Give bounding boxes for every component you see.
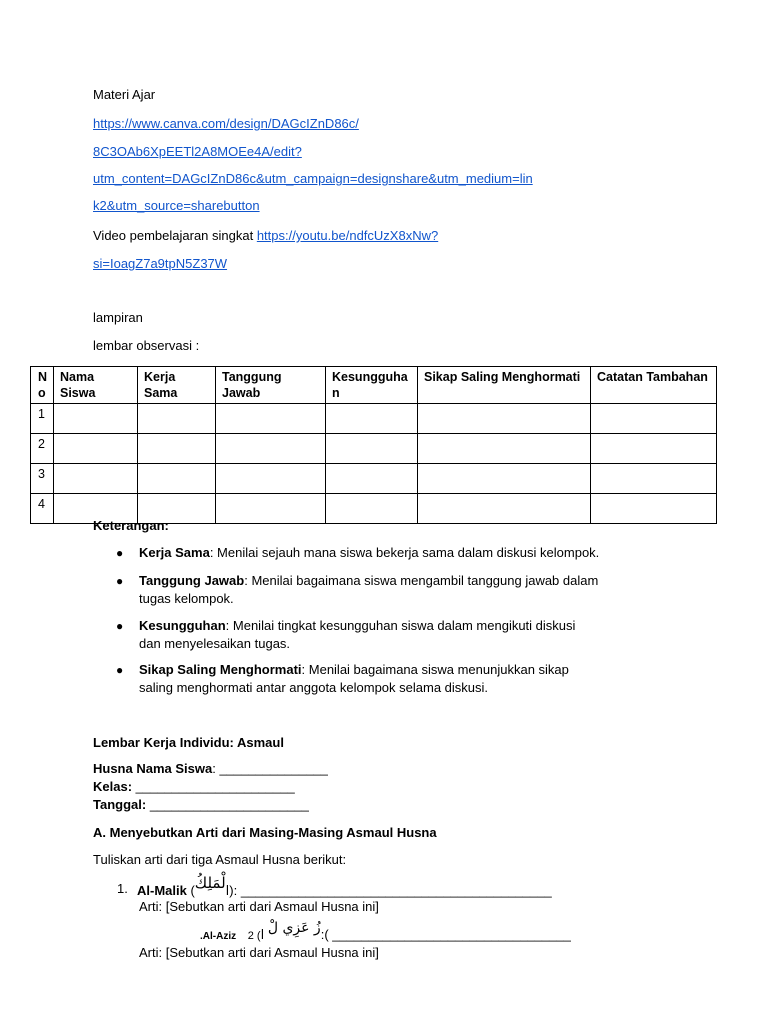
header-kesungguhan: Kesungguha n [326, 367, 418, 404]
table-cell[interactable] [216, 464, 326, 494]
nama-siswa-line: Husna Nama Siswa: _______________ [93, 761, 328, 776]
table-cell[interactable] [418, 464, 591, 494]
youtube-link-line-2[interactable]: si=IoagZ7a9tpN5Z37W [93, 256, 228, 271]
table-cell[interactable] [591, 434, 717, 464]
table-row [31, 434, 717, 464]
table-cell[interactable] [138, 434, 216, 464]
materi-label: Materi Ajar [93, 87, 156, 102]
canva-link-line-4[interactable]: k2&utm_source=sharebutton [93, 198, 260, 213]
lembar-observasi-label: lembar observasi : [93, 338, 200, 353]
worksheet-title: Lembar Kerja Individu: Asmaul [93, 735, 284, 750]
table-header-row [31, 367, 717, 404]
video-label: Video pembelajaran singkat [93, 228, 257, 243]
table-cell[interactable] [54, 464, 138, 494]
section-a-title: A. Menyebutkan Arti dari Masing-Masing Asmaul Husna [93, 825, 437, 840]
table-row [31, 464, 717, 494]
canva-link-line-1[interactable]: https://www.canva.com/design/DAGcIZnD86c/ [93, 116, 359, 131]
item-2-line: $_{.Al-Aziz}$ $_{2 (}$ زُ عَزِي لْ ا:( _________________________________ [200, 920, 571, 942]
video-line [93, 228, 438, 243]
row-number: 1 [31, 404, 54, 434]
keterangan-title: Keterangan: [93, 518, 169, 533]
table-cell[interactable] [216, 434, 326, 464]
header-nama-siswa: Nama Siswa [54, 367, 138, 404]
table-cell[interactable] [326, 464, 418, 494]
header-sikap: Sikap Saling Menghormati [418, 367, 591, 404]
table-cell[interactable] [326, 434, 418, 464]
keterangan-item-kesungguhan: Kesungguhan: Menilai tingkat kesungguhan siswa dalam mengikuti diskusi dan menyelesaikan tugas. [139, 618, 576, 651]
header-no: N o [31, 367, 54, 404]
row-number: 2 [31, 434, 54, 464]
canva-link-line-2[interactable]: 8C3OAb6XpEETl2A8MOEe4A/edit? [93, 144, 302, 159]
table-cell[interactable] [54, 434, 138, 464]
bullet-icon: ● [116, 574, 124, 588]
table-cell[interactable] [591, 464, 717, 494]
instruction-text: Tuliskan arti dari tiga Asmaul Husna berikut: [93, 852, 347, 867]
header-catatan: Catatan Tambahan [591, 367, 717, 404]
table-cell[interactable] [138, 464, 216, 494]
table-cell[interactable] [591, 494, 717, 524]
row-number: 4 [31, 494, 54, 524]
table-cell[interactable] [326, 494, 418, 524]
bullet-icon: ● [116, 546, 124, 560]
header-tanggung-jawab: Tanggung Jawab [216, 367, 326, 404]
keterangan-item-kerja-sama: Kerja Sama: Menilai sejauh mana siswa bekerja sama dalam diskusi kelompok. [139, 545, 600, 560]
table-cell[interactable] [591, 404, 717, 434]
table-cell[interactable] [326, 404, 418, 434]
item-1-number: 1. [117, 881, 128, 896]
bullet-icon: ● [116, 619, 124, 633]
arti-line-1: Arti: [Sebutkan arti dari Asmaul Husna ini] [139, 899, 379, 914]
keterangan-item-tanggung-jawab: Tanggung Jawab: Menilai bagaimana siswa mengambil tanggung jawab dalam tugas kelompok. [139, 573, 599, 606]
bullet-icon: ● [116, 663, 124, 677]
table-cell[interactable] [418, 434, 591, 464]
header-kerja-sama: Kerja Sama [138, 367, 216, 404]
table-cell[interactable] [138, 404, 216, 434]
youtube-link-line-1[interactable]: https://youtu.be/ndfcUzX8xNw? [256, 228, 439, 243]
lampiran-label: lampiran [93, 310, 143, 325]
table-row [31, 404, 717, 434]
canva-link-line-3[interactable]: utm_content=DAGcIZnD86c&utm_campaign=designshare&utm_medium=lin [93, 171, 533, 186]
kelas-line: Kelas: ______________________ [93, 779, 295, 794]
table-cell[interactable] [418, 404, 591, 434]
item-1-line: Al-Malik (الْمَلِكُ ): ___________________________________________ [137, 874, 552, 898]
table-cell[interactable] [54, 404, 138, 434]
table-cell[interactable] [216, 494, 326, 524]
arti-line-2: Arti: [Sebutkan arti dari Asmaul Husna ini] [139, 945, 379, 960]
tanggal-line: Tanggal: ______________________ [93, 797, 309, 812]
table-cell[interactable] [418, 494, 591, 524]
table-cell[interactable] [216, 404, 326, 434]
row-number: 3 [31, 464, 54, 494]
keterangan-item-sikap: Sikap Saling Menghormati: Menilai bagaimana siswa menunjukkan sikap saling menghormati antar anggota kelompok selama diskusi. [139, 662, 569, 695]
observation-table [30, 366, 717, 524]
